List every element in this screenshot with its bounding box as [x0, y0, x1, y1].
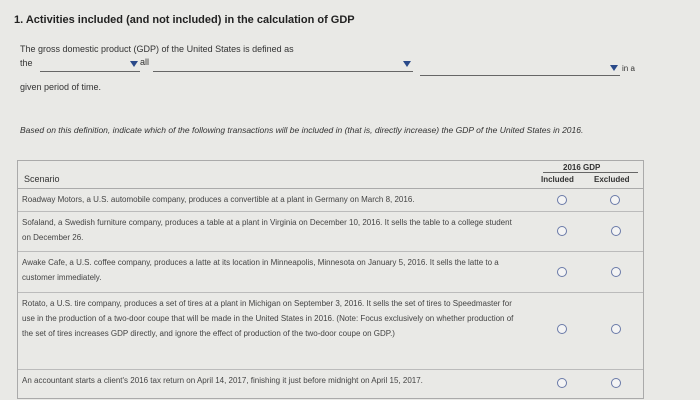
included-radio[interactable] — [557, 195, 567, 205]
gdp-group-header: 2016 GDP — [563, 163, 601, 172]
header-divider — [543, 172, 638, 173]
scenario-text: Sofaland, a Swedish furniture company, produces a table at a plant in Virginia on December 10, 2016. It sells the table to a college student on December 26. — [22, 218, 512, 242]
chevron-down-icon — [403, 61, 411, 67]
scenario-text: Awake Cafe, a U.S. coffee company, produces a latte at its location in Minneapolis, Minnesota on January 5, 2016. It sells the latte to a customer immediately. — [22, 258, 499, 282]
chevron-down-icon — [610, 65, 618, 71]
scenario-text: An accountant starts a client's 2016 tax return on April 14, 2017, finishing it just before midnight on April 15, 2017. — [22, 376, 423, 385]
blank-dropdown-3[interactable] — [420, 63, 620, 76]
table-header — [18, 161, 643, 189]
excluded-radio[interactable] — [611, 324, 621, 334]
blank-dropdown-2[interactable] — [153, 59, 413, 72]
question-title: 1. Activities included (and not included) in the calculation of GDP — [14, 14, 355, 26]
table-row — [18, 189, 643, 212]
included-radio[interactable] — [557, 226, 567, 236]
included-radio[interactable] — [557, 378, 567, 388]
scenario-table — [17, 160, 644, 399]
chevron-down-icon — [130, 61, 138, 67]
scenario-text: Rotato, a U.S. tire company, produces a set of tires at a plant in Michigan on September 3, 2016. It sells the set of tires to Speedmaster for use in the production of a two-door coupe that will be made in the United States in 2016. (Note: Focus exclusively on whether production of the set of tires increases GDP directly, and ignore the effect of production of the two-door coupe on GDP.) — [22, 299, 514, 338]
excluded-radio[interactable] — [611, 226, 621, 236]
given-period-text: given period of time. — [20, 82, 102, 92]
scenario-text: Roadway Motors, a U.S. automobile company, produces a convertible at a plant in Germany on March 8, 2016. — [22, 195, 415, 204]
table-row — [18, 293, 643, 370]
instruction-text: Based on this definition, indicate which of the following transactions will be included in (that is, directly increase) the GDP of the United States in 2016. — [20, 125, 584, 135]
table-row — [18, 252, 643, 293]
included-column-header: Included — [541, 175, 574, 184]
excluded-column-header: Excluded — [594, 175, 630, 184]
table-row — [18, 370, 643, 397]
excluded-radio[interactable] — [611, 267, 621, 277]
scenario-column-header: Scenario — [24, 174, 60, 184]
excluded-radio[interactable] — [611, 378, 621, 388]
excluded-radio[interactable] — [610, 195, 620, 205]
word-all: all — [140, 57, 150, 67]
blank-dropdown-1[interactable] — [40, 59, 140, 72]
included-radio[interactable] — [557, 267, 567, 277]
definition-blanks — [20, 56, 640, 74]
table-row — [18, 212, 643, 252]
word-in-a: in a — [622, 64, 635, 73]
included-radio[interactable] — [557, 324, 567, 334]
word-the: the — [20, 58, 33, 68]
definition-intro: The gross domestic product (GDP) of the United States is defined as — [20, 44, 294, 54]
